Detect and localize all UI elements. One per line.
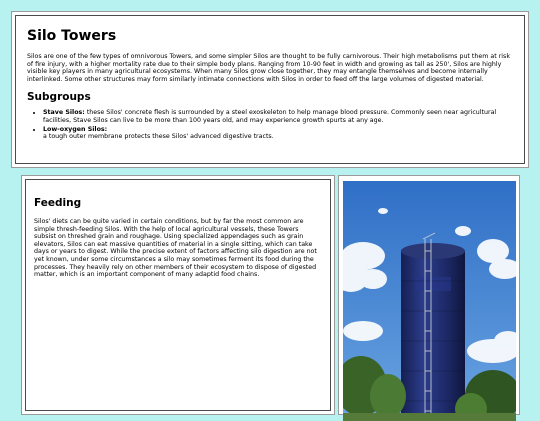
subgroups-list [27,109,516,140]
subgroups-heading: Subgroups [27,91,91,104]
intro-content [27,28,516,142]
feeding-panel [21,175,335,415]
intro-paragraph: Silos are one of the few types of omnivorous Towers, and some simpler Silos are thought to be fully carnivorous. Their high metabolisms put them at risk of fire injury, with a higher mortality rate due to their simple body plans. Ranging from 10-90 feet in width and growing as tall as 250', Silos are highly visible key players in many agricultural ecosystems. When many Silos grow close together, they may entangle themselves and become internally interlinked. Some other structures may form similarly intimate connections with Silos in order to feed off the large volumes of digested material. [27,53,510,83]
list-item [43,126,516,141]
intro-panel-border [15,15,525,164]
photo-panel [338,175,520,415]
silo-photo [343,181,516,421]
intro-panel [11,11,529,168]
subgroup-name: Low-oxygen Silos: [43,125,108,133]
list-item [43,109,516,124]
feeding-panel-border [25,179,331,411]
subgroup-description: these Silos' concrete flesh is surrounded by a steel exoskeleton to help manage blood pressure. Commonly seen near agricultural facilities, Stave Silos can live to be more than 100 years old, and may experience growth spurts at any age. [43,109,497,124]
feeding-paragraph: Silos' diets can be quite varied in certain conditions, but by far the most common are simple thresh-feeding Silos. With the help of local agricultural vessels, these Towers subsist on threshed grain and roughage. Using specialized appendages such as grain elevators, Silos can eat massive quantities of material in a single sitting, which can take days or years to digest. While the precise extent of factors affecting silo digestion are not yet known, under some circumstances a silo may sometimes ferment its food during the processes. They heavily rely on other members of their ecosystem to dispose of digested matter, which is an important component of many adaptid food chains. [34,218,317,279]
subgroup-description: a tough outer membrane protects these Silos' advanced digestive tracts. [43,133,274,141]
subgroup-name: Stave Silos: [43,109,85,117]
page-title: Silo Towers [27,28,117,44]
silo-photo-image [343,181,516,421]
feeding-heading: Feeding [34,197,82,209]
feeding-content [34,197,320,279]
grass [343,413,516,421]
silo-tower [401,243,465,421]
